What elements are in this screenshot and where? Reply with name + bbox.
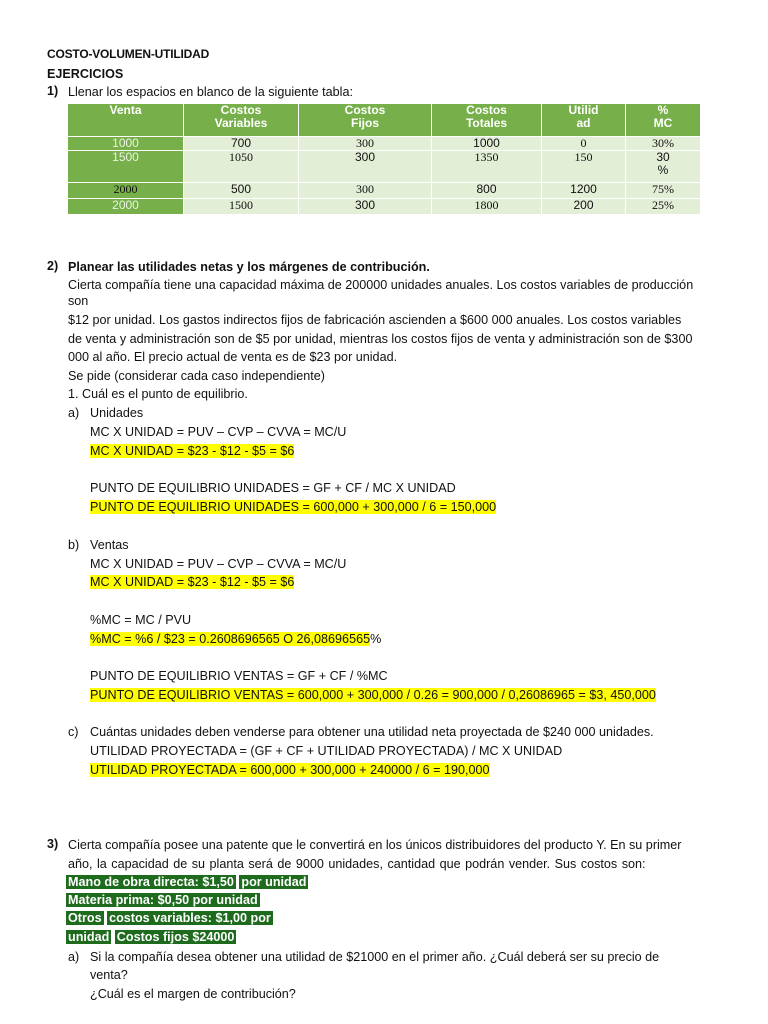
cvu-table — [67, 103, 701, 215]
highlighted-answer: PUNTO DE EQUILIBRIO VENTAS = 600,000 + 300,000 / 0.26 = 900,000 / 0,26086965 = $3, 450,000 — [90, 688, 656, 702]
paragraph-line: año, la capacidad de su planta será de 9000 unidades, cantidad que podrán vender. Sus costos son: — [68, 857, 646, 871]
table-cell: 1500 — [184, 199, 299, 215]
paragraph-line: Cierta compañía tiene una capacidad máxima de 200000 unidades anuales. Los costos variables de producción — [68, 278, 694, 292]
question-line: ¿Cuál es el margen de contribución? — [90, 987, 296, 1001]
table-cell: 1000 — [432, 137, 542, 151]
table-cell: 1050 — [184, 151, 299, 183]
formula-line: MC X UNIDAD = PUV – CVP – CVVA = MC/U — [90, 557, 347, 571]
paragraph-line: 000 al año. El precio actual de venta es de $23 por unidad. — [68, 350, 398, 364]
highlighted-answer: MC X UNIDAD = $23 - $12 - $5 = $6 — [90, 444, 295, 458]
question-line: venta? — [90, 968, 128, 982]
table-cell: 800 — [432, 183, 542, 199]
highlighted-answer: MC X UNIDAD = $23 - $12 - $5 = $6 — [90, 575, 295, 589]
table-cell: 300 — [299, 151, 432, 183]
cost-highlight: Otros — [68, 911, 102, 925]
item-c-label: c) — [68, 725, 79, 739]
cost-highlight: Materia prima: $0,50 por unidad — [68, 893, 258, 907]
header-venta: Venta — [68, 104, 184, 137]
table-cell: 300 — [299, 137, 432, 151]
formula-line: %MC = MC / PVU — [90, 613, 192, 627]
header-costos-variables: Costos Variables — [184, 104, 299, 137]
document-subtitle: EJERCICIOS — [47, 67, 124, 81]
table-row — [68, 151, 701, 183]
exercise-1-instruction: Llenar los espacios en blanco de la siguiente tabla: — [68, 85, 353, 99]
table-cell: 75% — [626, 183, 701, 199]
exercise-2-number: 2) — [47, 259, 59, 273]
table-cell: 200 — [542, 199, 626, 215]
exercise-3-number: 3) — [47, 837, 59, 851]
table-cell: 1350 — [432, 151, 542, 183]
cost-highlight: unidad — [68, 930, 110, 944]
header-costos-totales: Costos Totales — [432, 104, 542, 137]
highlighted-answer: UTILIDAD PROYECTADA = 600,000 + 300,000 + 240000 / 6 = 190,000 — [90, 763, 490, 777]
table-cell: 300 — [299, 183, 432, 199]
item-b-label: b) — [68, 538, 80, 552]
exercise-2-title: Planear las utilidades netas y los márgenes de contribución. — [68, 260, 430, 274]
highlighted-answer: %MC = %6 / $23 = 0.2608696565 O 26,08696565 — [90, 632, 371, 646]
table-cell: 30 % — [626, 151, 701, 183]
question-1: 1. Cuál es el punto de equilibrio. — [68, 387, 248, 401]
table-cell: 2000 — [68, 183, 184, 199]
item-a-label: a) — [68, 406, 80, 420]
table-cell: 1500 — [68, 151, 184, 183]
cost-highlight: Mano de obra directa: $1,50 — [68, 875, 234, 889]
table-row — [68, 183, 701, 199]
table-cell: 0 — [542, 137, 626, 151]
highlighted-answer: PUNTO DE EQUILIBRIO UNIDADES = 600,000 + 300,000 / 6 = 150,000 — [90, 500, 497, 514]
table-cell: 300 — [299, 199, 432, 215]
table-cell: 30% — [626, 137, 701, 151]
paragraph-line: Se pide (considerar cada caso independiente) — [68, 369, 325, 383]
paragraph-line: Cierta compañía posee una patente que le convertirá en los únicos distribuidores del producto Y. En su primer — [68, 838, 682, 852]
formula-line: UTILIDAD PROYECTADA = (GF + CF + UTILIDAD PROYECTADA) / MC X UNIDAD — [90, 744, 563, 758]
table-cell: 500 — [184, 183, 299, 199]
item-b-title: Ventas — [90, 538, 129, 552]
header-costos-fijos: Costos Fijos — [299, 104, 432, 137]
formula-line: PUNTO DE EQUILIBRIO VENTAS = GF + CF / %MC — [90, 669, 388, 683]
question-line: Si la compañía desea obtener una utilidad de $21000 en el primer año. ¿Cuál deberá ser su precio de — [90, 950, 660, 964]
exercise-1-number: 1) — [47, 84, 59, 98]
table-cell: 25% — [626, 199, 701, 215]
table-cell: 1000 — [68, 137, 184, 151]
formula-line: PUNTO DE EQUILIBRIO UNIDADES = GF + CF / MC X UNIDAD — [90, 481, 456, 495]
table-cell: 1800 — [432, 199, 542, 215]
cost-highlight: Costos fijos $24000 — [116, 930, 235, 944]
table-header-row — [68, 104, 701, 137]
cost-highlight: costos variables: $1,00 por — [109, 911, 271, 925]
paragraph-line: $12 por unidad. Los gastos indirectos fijos de fabricación ascienden a $600 000 anuales. Los costos variables — [68, 313, 682, 327]
table-cell: 1200 — [542, 183, 626, 199]
cost-highlight: por unidad — [241, 875, 307, 889]
paragraph-line: son — [68, 294, 89, 308]
table-row — [68, 137, 701, 151]
header-pct-mc: % MC — [626, 104, 701, 137]
table-cell: 150 — [542, 151, 626, 183]
table-cell: 2000 — [68, 199, 184, 215]
item-a-label: a) — [68, 950, 80, 964]
formula-line: MC X UNIDAD = PUV – CVP – CVVA = MC/U — [90, 425, 347, 439]
document-title: COSTO-VOLUMEN-UTILIDAD — [47, 47, 210, 61]
item-c-title: Cuántas unidades deben venderse para obtener una utilidad neta proyectada de $240 000 unidades. — [90, 725, 654, 739]
answer-tail: % — [370, 632, 382, 646]
item-a-title: Unidades — [90, 406, 144, 420]
table-row — [68, 199, 701, 215]
paragraph-line: de venta y administración son de $5 por unidad, mientras los costos fijos de venta y administración son de $300 — [68, 332, 693, 346]
header-utilidad: Utilid ad — [542, 104, 626, 137]
table-cell: 700 — [184, 137, 299, 151]
